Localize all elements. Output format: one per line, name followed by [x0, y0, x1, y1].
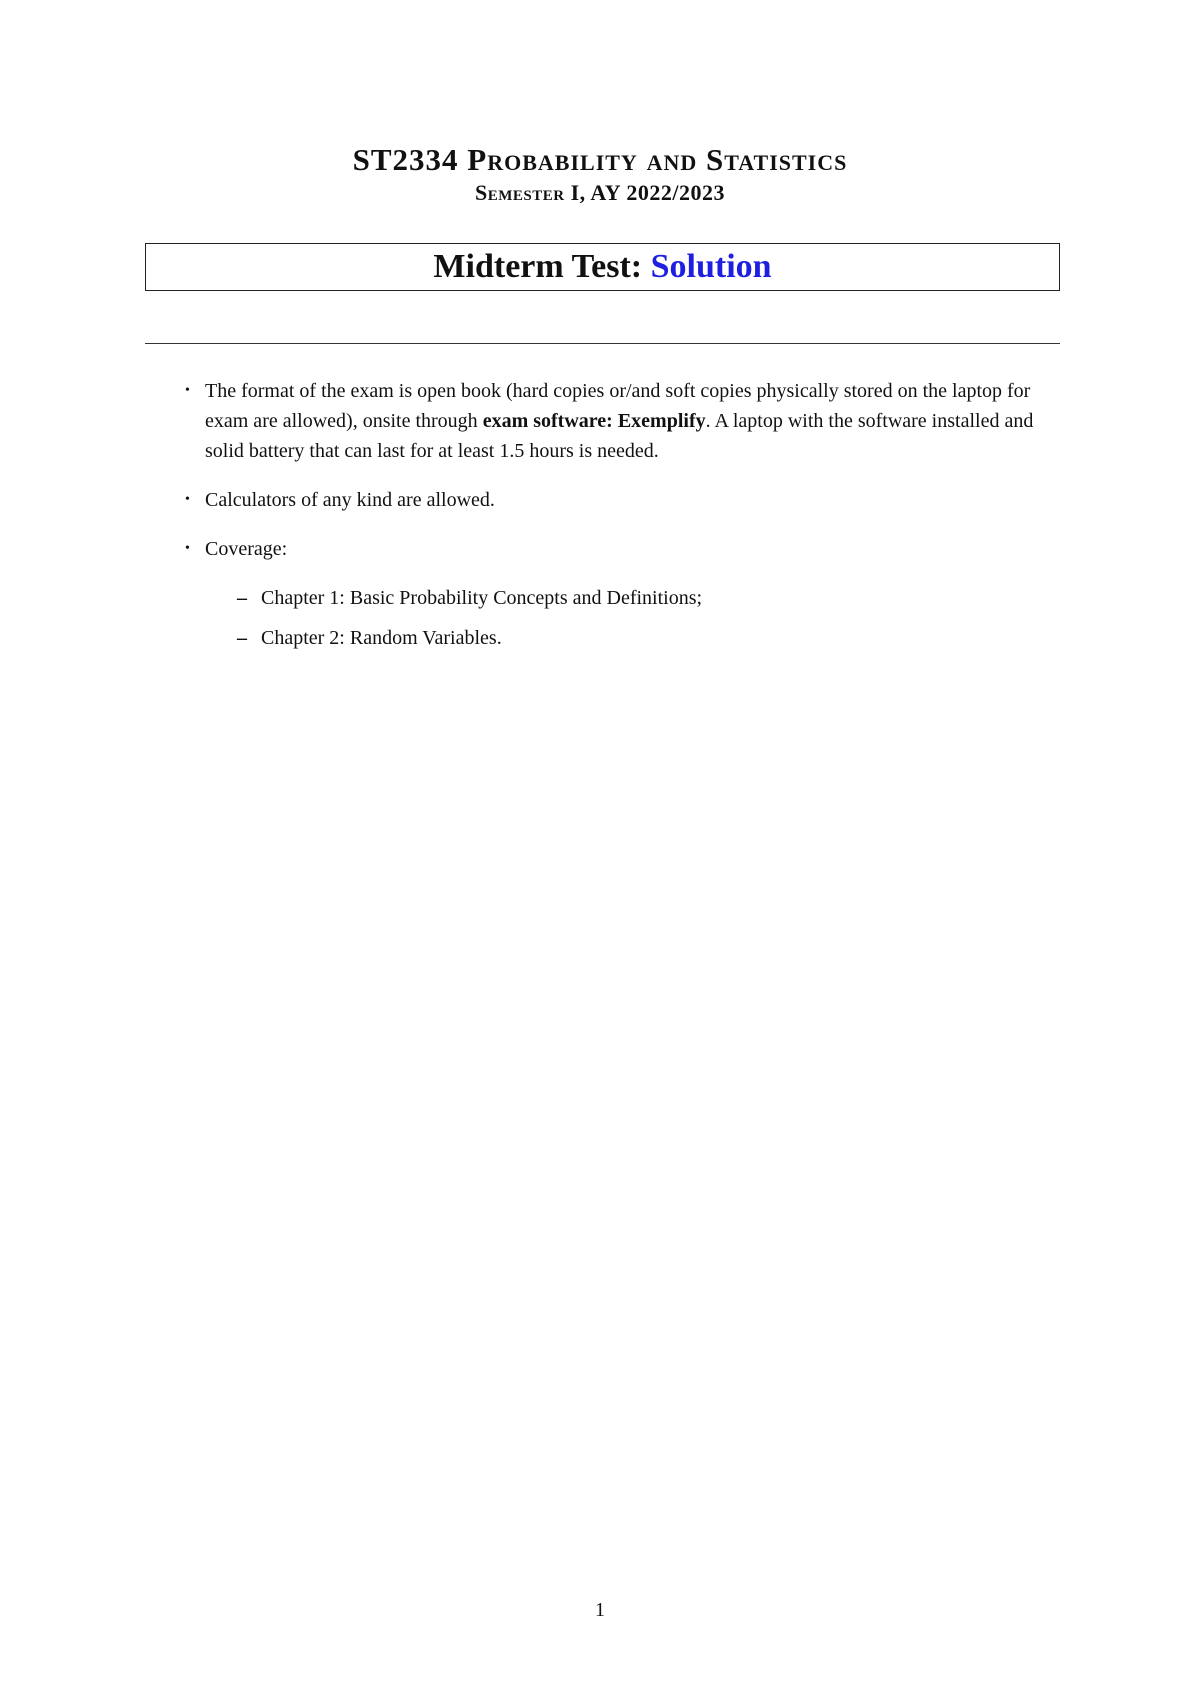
format-software-bold: exam software: Exemplify [482, 410, 706, 432]
coverage-list [205, 583, 1065, 653]
bullet-icon: • [185, 541, 190, 556]
bullet-icon: • [185, 383, 190, 398]
dash-icon: – [237, 627, 247, 649]
coverage-item-text: Chapter 2: Random Variables. [261, 627, 502, 649]
semester-line: Semester I, AY 2022/2023 [475, 180, 725, 205]
format-text-before: The format of the exam is open book (hard copies or/and soft copies physically stored on the laptop for exam are allowed), onsite through [205, 380, 1031, 432]
bullet-calculators [185, 485, 1065, 515]
calculators-text: Calculators of any kind are allowed. [205, 489, 495, 511]
bullet-icon: • [185, 492, 190, 507]
coverage-item-text: Chapter 1: Basic Probability Concepts and Definitions; [261, 587, 703, 609]
coverage-item [237, 583, 1065, 613]
bullet-exam-format [185, 376, 1065, 466]
horizontal-divider [145, 343, 1060, 344]
title-accent: Solution [650, 248, 772, 285]
page-number: 1 [595, 1599, 605, 1621]
bullet-coverage [185, 534, 1065, 653]
coverage-label: Coverage: [205, 538, 288, 560]
format-text-after: . A laptop with the software installed and solid battery that can last for at least 1.5 hours is needed. [205, 410, 1034, 462]
course-title: ST2334 Probability and Statistics [352, 142, 848, 177]
coverage-item [237, 623, 1065, 653]
title-box [145, 243, 1060, 291]
instructions-list [185, 376, 1065, 672]
title-prefix: Midterm Test: [433, 248, 643, 285]
dash-icon: – [237, 587, 247, 609]
